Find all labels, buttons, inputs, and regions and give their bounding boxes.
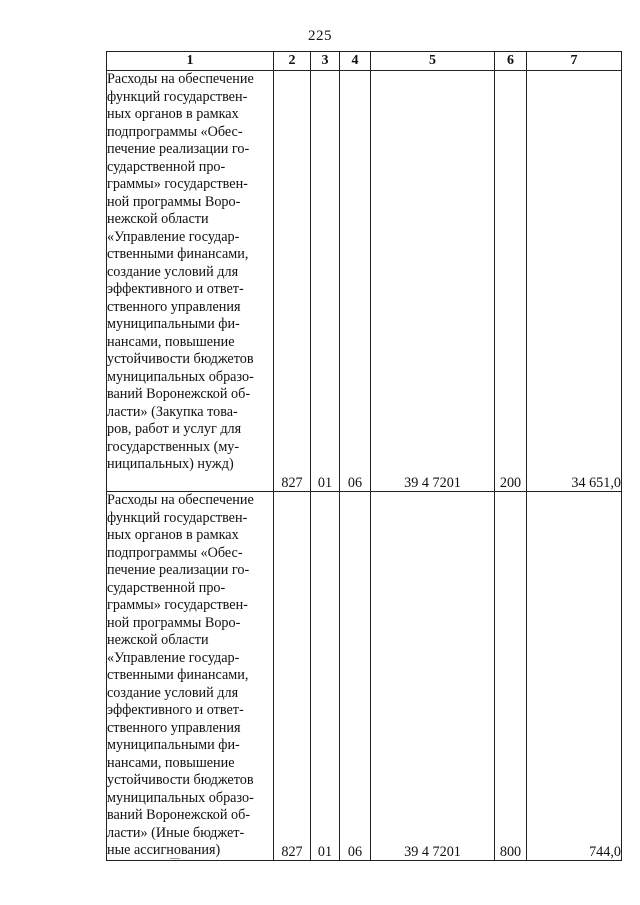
column-header: 5 [371, 52, 495, 71]
description-line: эффективного и ответ- [107, 702, 244, 718]
description-line: ниципальных) нужд) [107, 456, 234, 472]
description-line: муниципальных образо- [107, 368, 254, 385]
description-line: подпрограммы «Обес- [107, 544, 243, 561]
ministry-code: 827 [274, 492, 311, 861]
target-article-code: 39 4 7201 [371, 71, 495, 492]
description-line: печение реализации го- [107, 141, 250, 157]
column-header: 7 [527, 52, 622, 71]
description-line: «Управление государ- [107, 228, 240, 245]
amount-value: 744,0 [527, 492, 622, 861]
description-line: функций государствен- [107, 88, 248, 105]
description-line: ной программы Воро- [107, 193, 241, 210]
subsection-code: 06 [340, 71, 371, 492]
expense-description [107, 492, 274, 861]
column-header: 4 [340, 52, 371, 71]
description-line: ласти» (Закупка това- [107, 403, 238, 420]
table-row [107, 492, 622, 861]
description-line: ных органов в рамках [107, 106, 239, 122]
column-header: 1 [107, 52, 274, 71]
section-code: 01 [311, 492, 340, 861]
description-line: граммы» государствен- [107, 597, 248, 613]
description-line: ласти» (Иные бюджет- [107, 824, 245, 841]
description-line: ные ассигнования) [107, 842, 221, 858]
description-line: муниципальных образо- [107, 789, 254, 806]
description-line: создание условий для [107, 684, 239, 701]
target-article-code: 39 4 7201 [371, 492, 495, 861]
description-line: эффективного и ответ- [107, 281, 244, 297]
page-number: 225 [308, 28, 332, 44]
description-line: печение реализации го- [107, 562, 250, 578]
description-line: сударственной про- [107, 158, 226, 175]
scan-artifact [170, 858, 180, 859]
description-line: ственного управления [107, 298, 241, 315]
description-line: сударственной про- [107, 579, 226, 596]
description-line: муниципальными фи- [107, 316, 240, 332]
column-header: 3 [311, 52, 340, 71]
description-line: создание условий для [107, 263, 239, 280]
ministry-code: 827 [274, 71, 311, 492]
header-row [107, 52, 622, 71]
section-code: 01 [311, 71, 340, 492]
description-line: «Управление государ- [107, 649, 240, 666]
description-line: ров, работ и услуг для [107, 421, 242, 437]
amount-value: 34 651,0 [527, 71, 622, 492]
description-line: нежской области [107, 211, 209, 227]
description-line: ваний Воронежской об- [107, 807, 251, 823]
expense-type-code: 800 [495, 492, 527, 861]
description-line: ной программы Воро- [107, 614, 241, 631]
description-line: подпрограммы «Обес- [107, 123, 243, 140]
expense-description [107, 71, 274, 492]
description-line: ственного управления [107, 719, 241, 736]
subsection-code: 06 [340, 492, 371, 861]
description-line: Расходы на обеспечение [107, 71, 254, 87]
description-line: устойчивости бюджетов [107, 772, 254, 788]
description-line: нежской области [107, 632, 209, 648]
description-line: устойчивости бюджетов [107, 351, 254, 367]
budget-table [106, 51, 622, 861]
description-line: нансами, повышение [107, 754, 235, 771]
table-row [107, 71, 622, 492]
description-line: нансами, повышение [107, 333, 235, 350]
description-line: ных органов в рамках [107, 527, 239, 543]
column-header: 2 [274, 52, 311, 71]
column-header: 6 [495, 52, 527, 71]
description-line: ваний Воронежской об- [107, 386, 251, 402]
description-line: государственных (му- [107, 438, 240, 455]
expense-type-code: 200 [495, 71, 527, 492]
description-line: ственными финансами, [107, 667, 249, 683]
description-line: функций государствен- [107, 509, 248, 526]
description-line: муниципальными фи- [107, 737, 240, 753]
description-line: ственными финансами, [107, 246, 249, 262]
description-line: граммы» государствен- [107, 176, 248, 192]
description-line: Расходы на обеспечение [107, 492, 254, 508]
